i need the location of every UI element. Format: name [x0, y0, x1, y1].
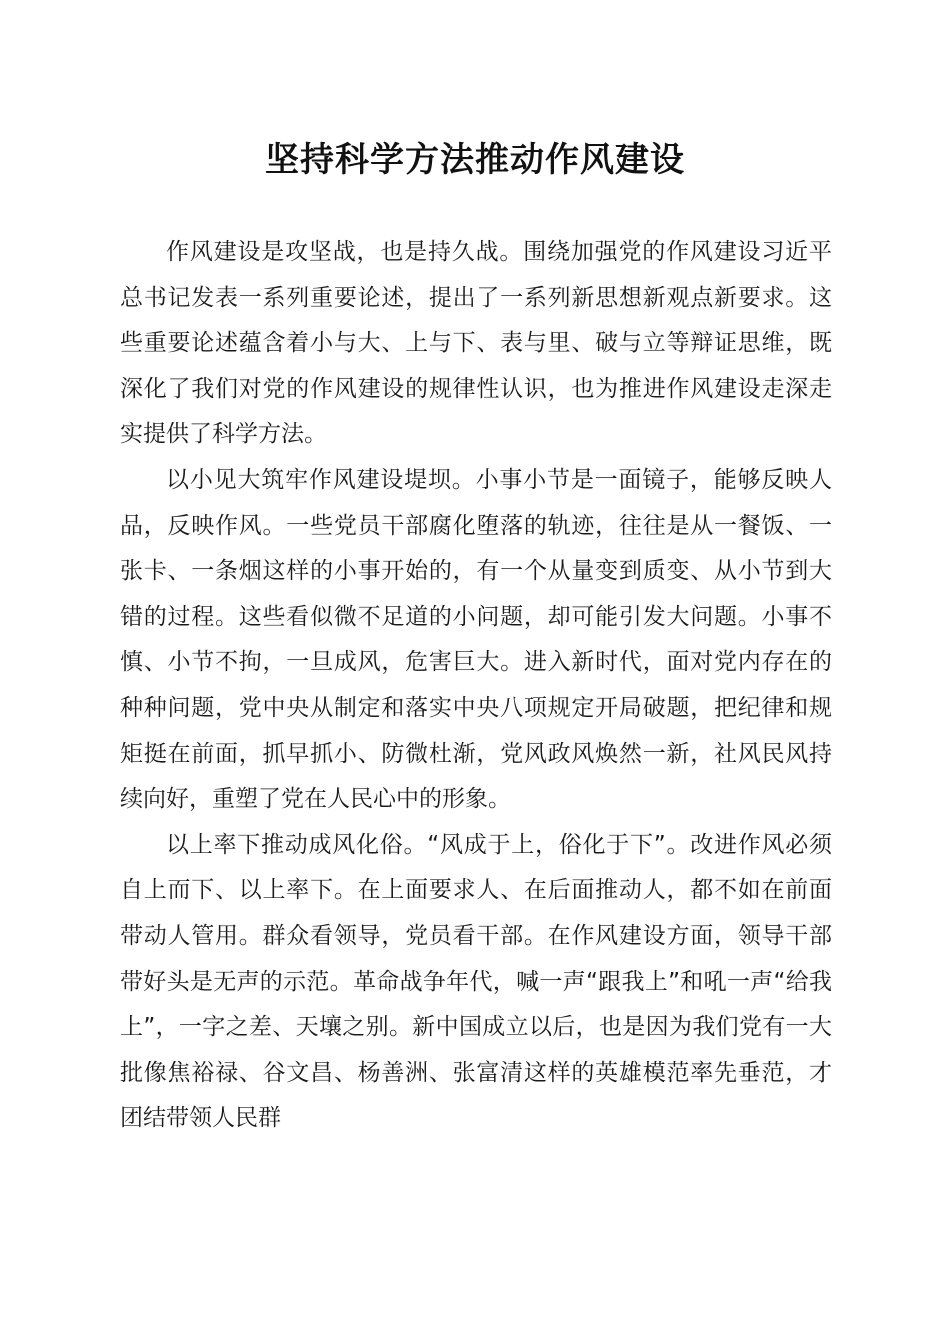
document-title: 坚持科学方法推动作风建设: [265, 140, 685, 180]
paragraph-small-and-big: 以小见大筑牢作风建设堤坝。小事小节是一面镜子，能够反映人品，反映作风。一些党员干部腐化堕落的轨迹，往往是从一餐饭、一张卡、一条烟这样的小事开始的，有一个从量变到质变、从小节到大错的过程。这些看似微不足道的小问题，却可能引发大问题。小事不慎、小节不拘，一旦成风，危害巨大。进入新时代，面对党内存在的种种问题，党中央从制定和落实中央八项规定开局破题，把纪律和规矩挺在前面，抓早抓小、防微杜渐，党风政风焕然一新，社风民风持续向好，重塑了党在人民心中的形象。: [120, 466, 832, 813]
paragraph-lead-by-example: 以上率下推动成风化俗。“风成于上，俗化于下”。改进作风必须自上而下、以上率下。在上面要求人、在后面推动人，都不如在前面带动人管用。群众看领导，党员看干部。在作风建设方面，领导干部带好头是无声的示范。革命战争年代，喊一声“跟我上”和吼一声“给我上”，一字之差、天壤之别。新中国成立以后，也是因为我们党有一大批像焦裕禄、谷文昌、杨善洲、张富清这样的英雄模范率先垂范，才团结带领人民群: [120, 831, 832, 1132]
paragraph-intro: 作风建设是攻坚战，也是持久战。围绕加强党的作风建设习近平总书记发表一系列重要论述，提出了一系列新思想新观点新要求。这些重要论述蕴含着小与大、上与下、表与里、破与立等辩证思维，既深化了我们对党的作风建设的规律性认识，也为推进作风建设走深走实提供了科学方法。: [120, 239, 832, 448]
document-body: [120, 230, 832, 1142]
